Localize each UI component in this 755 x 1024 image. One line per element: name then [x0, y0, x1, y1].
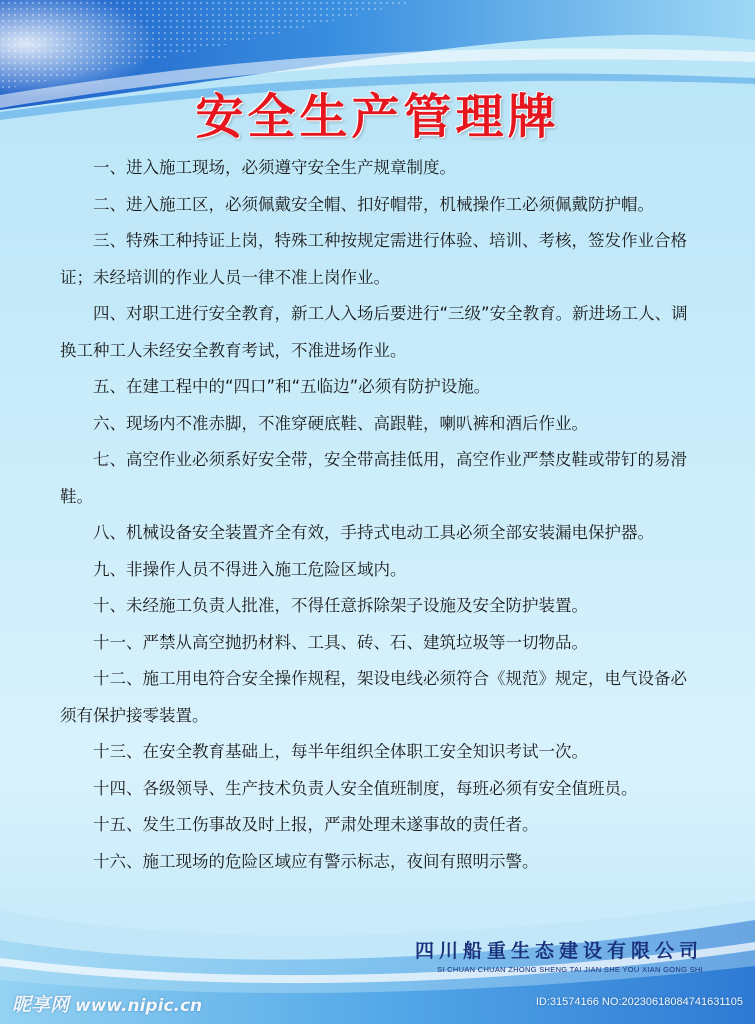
- rule-item: 七、高空作业必须系好安全带，安全带高挂低用，高空作业严禁皮鞋或带钉的易滑鞋。: [60, 450, 687, 506]
- rule-item: 九、非操作人员不得进入施工危险区域内。: [93, 559, 407, 579]
- rule-item: 一、进入施工现场，必须遵守安全生产规章制度。: [93, 158, 456, 177]
- rule-item: 六、现场内不准赤脚，不准穿硬底鞋、高跟鞋，喇叭裤和酒后作业。: [93, 413, 588, 433]
- company-pinyin: SI CHUAN CHUAN ZHONG SHENG TAI JIAN SHE YOU XIAN GONG SHI: [437, 965, 703, 974]
- page-title: 安全生产管理牌: [195, 89, 560, 145]
- watermark-site-name: 昵享网: [12, 994, 70, 1016]
- company-block: [415, 936, 703, 974]
- rule-item: 十三、在安全教育基础上，每半年组织全体职工安全知识考试一次。: [93, 742, 588, 761]
- watermark-url: www.nipic.cn: [75, 996, 203, 1016]
- rule-item: 二、进入施工区，必须佩戴安全帽、扣好帽带，机械操作工必须佩戴防护帽。: [93, 194, 654, 214]
- image-id-line: ID:31574166 NO:20230618084741631105: [535, 996, 743, 1008]
- rule-item: 十五、发生工伤事故及时上报，严肃处理未遂事故的责任者。: [93, 815, 539, 834]
- rule-item: 十一、严禁从高空抛扔材料、工具、砖、石、建筑垃圾等一切物品。: [93, 632, 588, 652]
- rule-item: 十二、施工用电符合安全操作规程，架设电线必须符合《规范》规定，电气设备必须有保护接零装置。: [60, 669, 687, 725]
- rule-item: 三、特殊工种持证上岗，特殊工种按规定需进行体验、培训、考核，签发作业合格证；未经培训的作业人员一律不准上岗作业。: [60, 231, 687, 287]
- rules-list: [60, 150, 700, 880]
- rule-item: 十、未经施工负责人批准，不得任意拆除架子设施及安全防护装置。: [93, 596, 588, 615]
- company-name: 四川船重生态建设有限公司: [414, 940, 703, 962]
- rule-item: 四、对职工进行安全教育，新工人入场后要进行“三级”安全教育。新进场工人、调换工种工人未经安全教育考试，不准进场作业。: [60, 304, 688, 360]
- rule-item: 十六、施工现场的危险区域应有警示标志，夜间有照明示警。: [93, 851, 539, 871]
- rule-item: 十四、各级领导、生产技术负责人安全值班制度，每班必须有安全值班员。: [93, 778, 638, 798]
- rule-item: 八、机械设备安全装置齐全有效，手持式电动工具必须全部安装漏电保护器。: [93, 523, 654, 542]
- rule-item: 五、在建工程中的“四口”和“五临边”必须有防护设施。: [93, 377, 491, 396]
- watermark: [12, 990, 202, 1017]
